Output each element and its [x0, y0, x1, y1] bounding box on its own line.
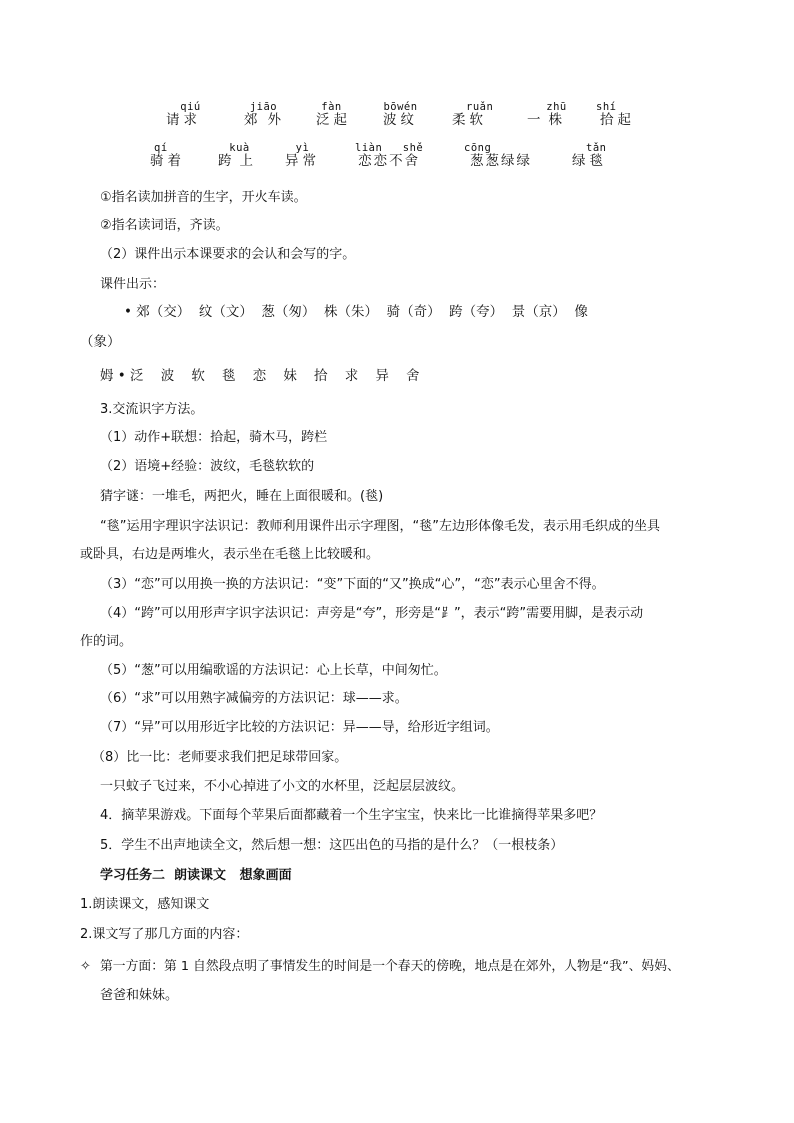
pinyin: qiú — [180, 101, 201, 113]
instruction-line: ①指名读加拼音的生字，开火车读。 — [100, 190, 307, 205]
pinyin: tǎn — [586, 142, 607, 154]
pinyin-word — [464, 142, 532, 169]
section-heading: 学习任务二 朗读课文 想象画面 — [100, 868, 292, 883]
pinyin: yì — [295, 142, 310, 154]
pinyin: shí — [596, 101, 617, 113]
pinyin: bōwén — [383, 101, 418, 113]
instruction-line: （3）“恋”可以用换一换的方法识记：“变”下面的“又”换成“心”，“恋”表示心里舍不得。 — [100, 577, 605, 592]
hanzi-word: 异常 — [285, 153, 320, 169]
chars-row: （象） — [80, 334, 121, 350]
hanzi-word: 柔软 — [452, 112, 487, 128]
pinyin: liàn shě — [355, 142, 424, 154]
hanzi-word: 请求 — [166, 112, 201, 128]
bullet-icon: ✧ — [80, 959, 91, 974]
pinyin-word — [572, 142, 607, 169]
instruction-line: 爸爸和妹妹。 — [100, 988, 179, 1003]
instruction-line: （6）“求”可以用熟字减偏旁的方法识记：球——求。 — [100, 691, 408, 706]
instruction-line: ②指名读词语，齐读。 — [100, 218, 229, 233]
instruction-line: 4．摘苹果游戏。下面每个苹果后面都藏着一个生字宝宝，快来比一比谁摘得苹果多吧？ — [100, 808, 603, 823]
instruction-line: 3.交流识字方法。 — [100, 402, 204, 417]
hanzi-word: 郊外 — [244, 112, 291, 128]
hanzi-word: 骑着 — [150, 153, 185, 169]
instruction-line: （8）比一比：老师要求我们把足球带回家。 — [92, 750, 348, 765]
hanzi-word: 波纹 — [383, 112, 418, 128]
hanzi-word: 绿毯 — [572, 153, 607, 169]
pinyin: qí — [154, 142, 168, 154]
pinyin: cōng — [464, 142, 492, 154]
pinyin-word — [383, 101, 418, 128]
pinyin-word — [150, 142, 185, 169]
hanzi-word: 恋恋不舍 — [358, 153, 421, 169]
instruction-line: 5．学生不出声地读全文，然后想一想：这匹出色的马指的是什么？（一根枝条） — [100, 838, 564, 853]
pinyin: fàn — [321, 101, 342, 113]
instruction-line: （7）“异”可以用形近字比较的方法识记：异——导，给形近字组词。 — [100, 720, 499, 735]
chars-row: 姆 • 泛 波 软 毯 恋 妹 拾 求 异 舍 — [100, 368, 420, 384]
instruction-line: （4）“跨”可以用形声字识字法识记：声旁是“夸”，形旁是“⻊”，表示“跨”需要用脚，是表示动 — [100, 606, 644, 621]
instruction-line: 第一方面：第 1 自然段点明了事情发生的时间是一个春天的傍晚，地点是在郊外，人物是“我”、妈妈、 — [100, 959, 680, 974]
instruction-line: 课件出示： — [100, 277, 166, 292]
chars-row: • 郊（交） 纹（文） 葱（匆） 株（朱） 骑（奇） 跨（夸） 景（京） 像 — [124, 304, 588, 320]
pinyin-word — [218, 142, 261, 169]
instruction-line: 作的词。 — [80, 634, 133, 649]
pinyin-word — [285, 142, 320, 169]
hanzi-word: 泛起 — [316, 112, 351, 128]
pinyin-word — [312, 101, 351, 128]
hanzi-word: 拾起 — [600, 112, 635, 128]
hanzi-word: 葱葱绿绿 — [470, 153, 532, 169]
pinyin: kuà — [229, 142, 250, 154]
instruction-line: “毯”运用字理识字法识记：教师利用课件出示字理图，“毯”左边形体像毛发，表示用毛织成的坐具 — [100, 519, 660, 534]
pinyin: jiāo — [249, 101, 278, 113]
pinyin-word — [166, 101, 201, 128]
pinyin-word — [596, 101, 635, 128]
pinyin-word — [452, 101, 493, 128]
pinyin-word — [355, 142, 423, 169]
instruction-line: 或卧具，右边是两堆火，表示坐在毛毯上比较暖和。 — [80, 547, 380, 562]
pinyin: zhū — [546, 101, 567, 113]
instruction-line: 猜字谜：一堆毛，两把火，睡在上面很暖和。(毯) — [100, 489, 384, 504]
instruction-line: （1）动作+联想：拾起，骑木马，跨栏 — [100, 430, 328, 445]
instruction-line: （2）语境+经验：波纹，毛毯软软的 — [100, 459, 315, 474]
hanzi-word: 一株 — [527, 112, 570, 128]
hanzi-word: 跨上 — [218, 153, 261, 169]
pinyin-word — [527, 101, 570, 128]
instruction-line: 一只蚊子飞过来，不小心掉进了小文的水杯里，泛起层层波纹。 — [100, 779, 465, 794]
instruction-line: （5）“葱”可以用编歌谣的方法识记：心上长草，中间匆忙。 — [100, 663, 447, 678]
instruction-line: （2）课件出示本课要求的会认和会写的字。 — [100, 247, 356, 262]
pinyin-word — [236, 101, 291, 128]
instruction-line: 2.课文写了那几方面的内容： — [80, 927, 249, 942]
instruction-line: 1.朗读课文，感知课文 — [80, 897, 210, 912]
pinyin: ruǎn — [466, 101, 494, 113]
